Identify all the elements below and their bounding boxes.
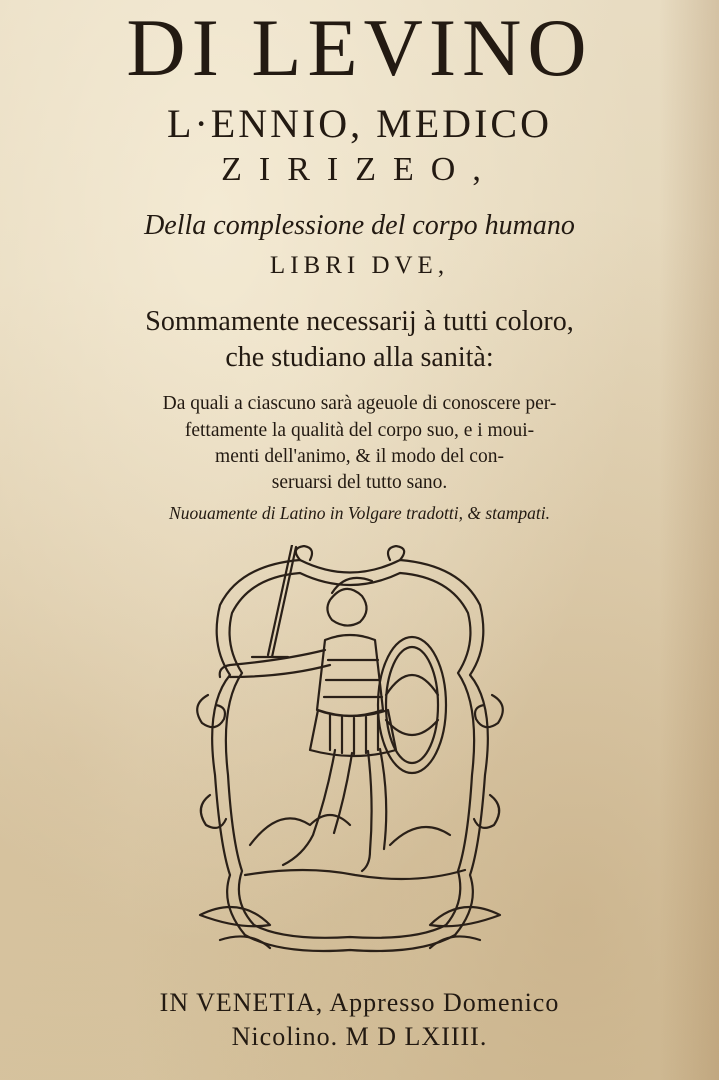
title-line-che-studiano: che studiano alla sanità: <box>225 342 494 373</box>
title-line-lennio-medico: L·ENNIO, MEDICO <box>167 101 552 146</box>
description-line-3: menti dell'animo, & il modo del con- <box>215 446 504 467</box>
title-line-author-di-levino: DI LEVINO <box>126 2 593 93</box>
title-line-sommamente: Sommamente necessarij à tutti coloro, <box>145 306 574 337</box>
imprint-printer-year: Nicolino. M D LXIIII. <box>231 1022 488 1051</box>
description-line-1: Da quali a ciascuno sarà ageuole di conoscere per- <box>162 393 557 414</box>
woodcut-warrior-illustration <box>180 545 520 975</box>
imprint-place-printer: IN VENETIA, Appresso Domenico <box>159 988 560 1017</box>
translation-note: Nuouamente di Latino in Volgare tradotti, & stampati. <box>169 503 550 523</box>
description-line-4: seruarsi del tutto sano. <box>271 472 448 493</box>
title-line-libri-due: LIBRI DVE, <box>269 252 450 279</box>
title-line-zirizeo: ZIRIZEO, <box>221 151 498 188</box>
description-line-2: fettamente la qualità del corpo suo, e i moui- <box>184 420 535 441</box>
title-line-subject: Della complessione del corpo humano <box>144 210 575 241</box>
